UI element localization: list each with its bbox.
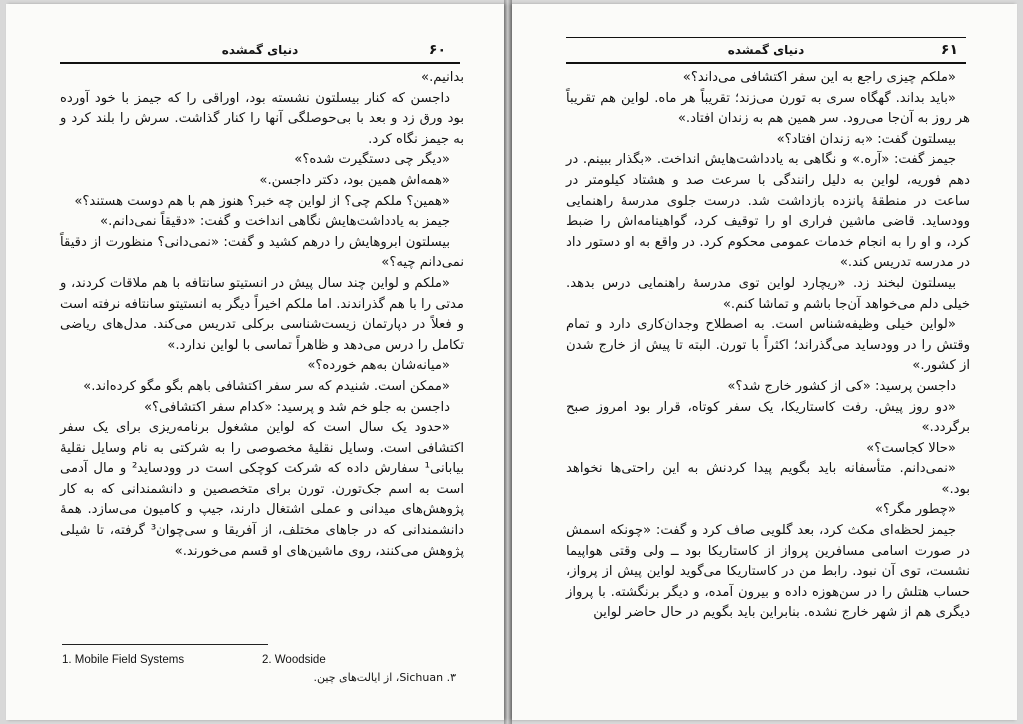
- paragraph: «ممکن است. شنیدم که سر سفر اکتشافی باهم بگو مگو کرده‌اند.»: [83, 378, 450, 394]
- footnotes-row: [62, 654, 466, 670]
- left-running-title: دنیای گمشده: [221, 43, 299, 57]
- paragraph: بیسلتون گفت: «به زندان افتاد؟»: [776, 131, 956, 147]
- header-top-rule: [566, 37, 966, 38]
- paragraph: «همین؟ ملکم چی؟ از لواین چه خبر؟ هنوز هم با هم دوست هستند؟»: [74, 193, 450, 209]
- paragraph: «ملکم چیزی راجع به این سفر اکتشافی می‌داند؟»: [682, 70, 956, 85]
- paragraph: «حالا کجاست؟»: [866, 440, 956, 456]
- paragraph: «حدود یک سال است که لواین مشغول برنامه‌ریزی برای یک سفر اکتشافی است. وسایل نقلیهٔ مخصوصی را به شرکتی به نام وسایل نقلیهٔ بیابانی¹ سفارش داده که شرکت کوچکی است در وودساید² و مال آدمی است به اسم جک‌تورن. تورن برای متخصصین و دانشمندانی که به کار پژوهش‌های میدانی و عملی اشتغال دارند، جیپ و کامیون می‌سازد. همهٔ دانشمندانی که در جاهای مختلف، از آفریقا و سی‌چوان³ گرفته، تا شیلی پژوهش می‌کنند، روی ماشین‌های او قسم می‌خورند.»: [60, 420, 464, 559]
- footnote-2: 2. Woodside: [262, 654, 326, 666]
- paragraph: «دیگر چی دستگیرت شده؟»: [294, 152, 450, 168]
- paragraph: جیمز به یادداشت‌هایش نگاهی انداخت و گفت: «دقیقاً نمی‌دانم.»: [100, 214, 450, 230]
- footnote-1: 1. Mobile Field Systems: [62, 654, 185, 666]
- paragraph: داجسن به جلو خم شد و پرسید: «کدام سفر اکتشافی؟»: [143, 399, 450, 415]
- paragraph: «همه‌اش همین بود، دکتر داجسن.»: [259, 172, 450, 188]
- paragraph: «دو روز پیش. رفت کاستاریکا، یک سفر کوتاه، قرار بود امروز صبح برگردد.»: [566, 399, 970, 436]
- paragraph: داجسن پرسید: «کی از کشور خارج شد؟»: [727, 378, 956, 394]
- paragraph: «ملکم و لواین چند سال پیش در انستیتو سانتافه با هم ملاقات کردند، و مدتی را با هم گذراندند. اما ملکم اخیراً دیگر به انستیتو سانتافه نرفته است و فعلاً در دپارتمان زیست‌شناسی برکلی تدریس می‌کند. مدل‌های ریاضی تکامل را درس می‌دهد و ظاهراً تماسی با لواین ندارد.»: [60, 275, 464, 353]
- left-page-number: ۶۰: [428, 42, 446, 58]
- right-page-body: [566, 68, 970, 624]
- paragraph: «لواین خیلی وظیفه‌شناس است. به اصطلاح وجدان‌کاری دارد و تمام وقتش را در وودساید می‌گذراند؛ اکثراً با تورن. البته تا پیش از خارج شدن از کشور.»: [566, 317, 970, 374]
- right-page: [512, 4, 1017, 720]
- left-page: [6, 4, 504, 720]
- footnote-3: ۳. Sichuan، از ایالت‌های چین.: [313, 671, 456, 684]
- right-page-header: [566, 40, 966, 64]
- paragraph: داجسن که کنار بیسلتون نشسته بود، اوراقی را که جیمز با خود آورده بود ورق زد و بعد با بی‌حوصلگی آنها را کنار گذاشت. سرش را بلند کرد و به جیمز نگاه کرد.: [60, 90, 464, 147]
- right-running-title: دنیای گمشده: [727, 43, 805, 57]
- footnotes-row: [62, 671, 466, 687]
- paragraph: بیسلتون ابروهایش را درهم کشید و گفت: «نمی‌دانی؟ منظورت از دقیقاً نمی‌دانم چیه؟»: [60, 234, 464, 271]
- left-page-header: [60, 40, 460, 64]
- paragraph: بیسلتون لبخند زد. «ریچارد لواین توی مدرسهٔ راهنمایی درس بدهد. خیلی دلم می‌خواهد آن‌جا باشم و تماشا کنم.»: [566, 275, 970, 312]
- left-page-body: [60, 68, 464, 562]
- paragraph: «چطور مگر؟»: [874, 502, 956, 518]
- paragraph: بدانیم.»: [421, 70, 464, 85]
- paragraph: «نمی‌دانم. متأسفانه باید بگویم پیدا کردنش به این راحتی‌ها نخواهد بود.»: [566, 461, 970, 497]
- right-page-number: ۶۱: [940, 42, 958, 58]
- paragraph: جیمز لحظه‌ای مکث کرد، بعد گلویی صاف کرد و گفت: «چونکه اسمش در صورت اسامی مسافرین پرواز از کاستاریکا بود ــ ولی وقتی هواپیما نشست، توی آن نبود. رابط من در کاستاریکا می‌گوید لواین پیش از پرواز، حساب هتلش را در سن‌هوزه داده و بیرون آمده، و دیگر برنگشته. با پرواز دیگری هم از شهر خارج نشده. بنابراین باید بگویم در حال حاضر لواین: [566, 523, 970, 621]
- book-gutter: [504, 0, 512, 724]
- paragraph: «باید بداند. گهگاه سری به تورن می‌زند؛ تقریباً هر ماه. لواین هم تقریباً هر روز به آن‌جا می‌رود. سر همین هم به زندان افتاد.»: [566, 90, 970, 127]
- footnote-rule: [62, 644, 268, 645]
- paragraph: جیمز گفت: «آره.» و نگاهی به یادداشت‌هایش انداخت. «بگذار ببینم. در دهم فوریه، لواین به دلیل رانندگی با سرعت صد و هشتاد کیلومتر در ساعت در منطقهٔ پانزده بازداشت شد. درست جلوی مدرسهٔ راهنمایی وودساید. قاضی ماشین فراری او را توقیف کرد، گواهینامه‌اش را ضبط کرد، و او را به انجام خدمات عمومی محکوم کرد. در واقع به او دستور داد در مدرسه تدریس کند.»: [566, 152, 970, 271]
- paragraph: «میانه‌شان به‌هم خورده؟»: [307, 358, 450, 374]
